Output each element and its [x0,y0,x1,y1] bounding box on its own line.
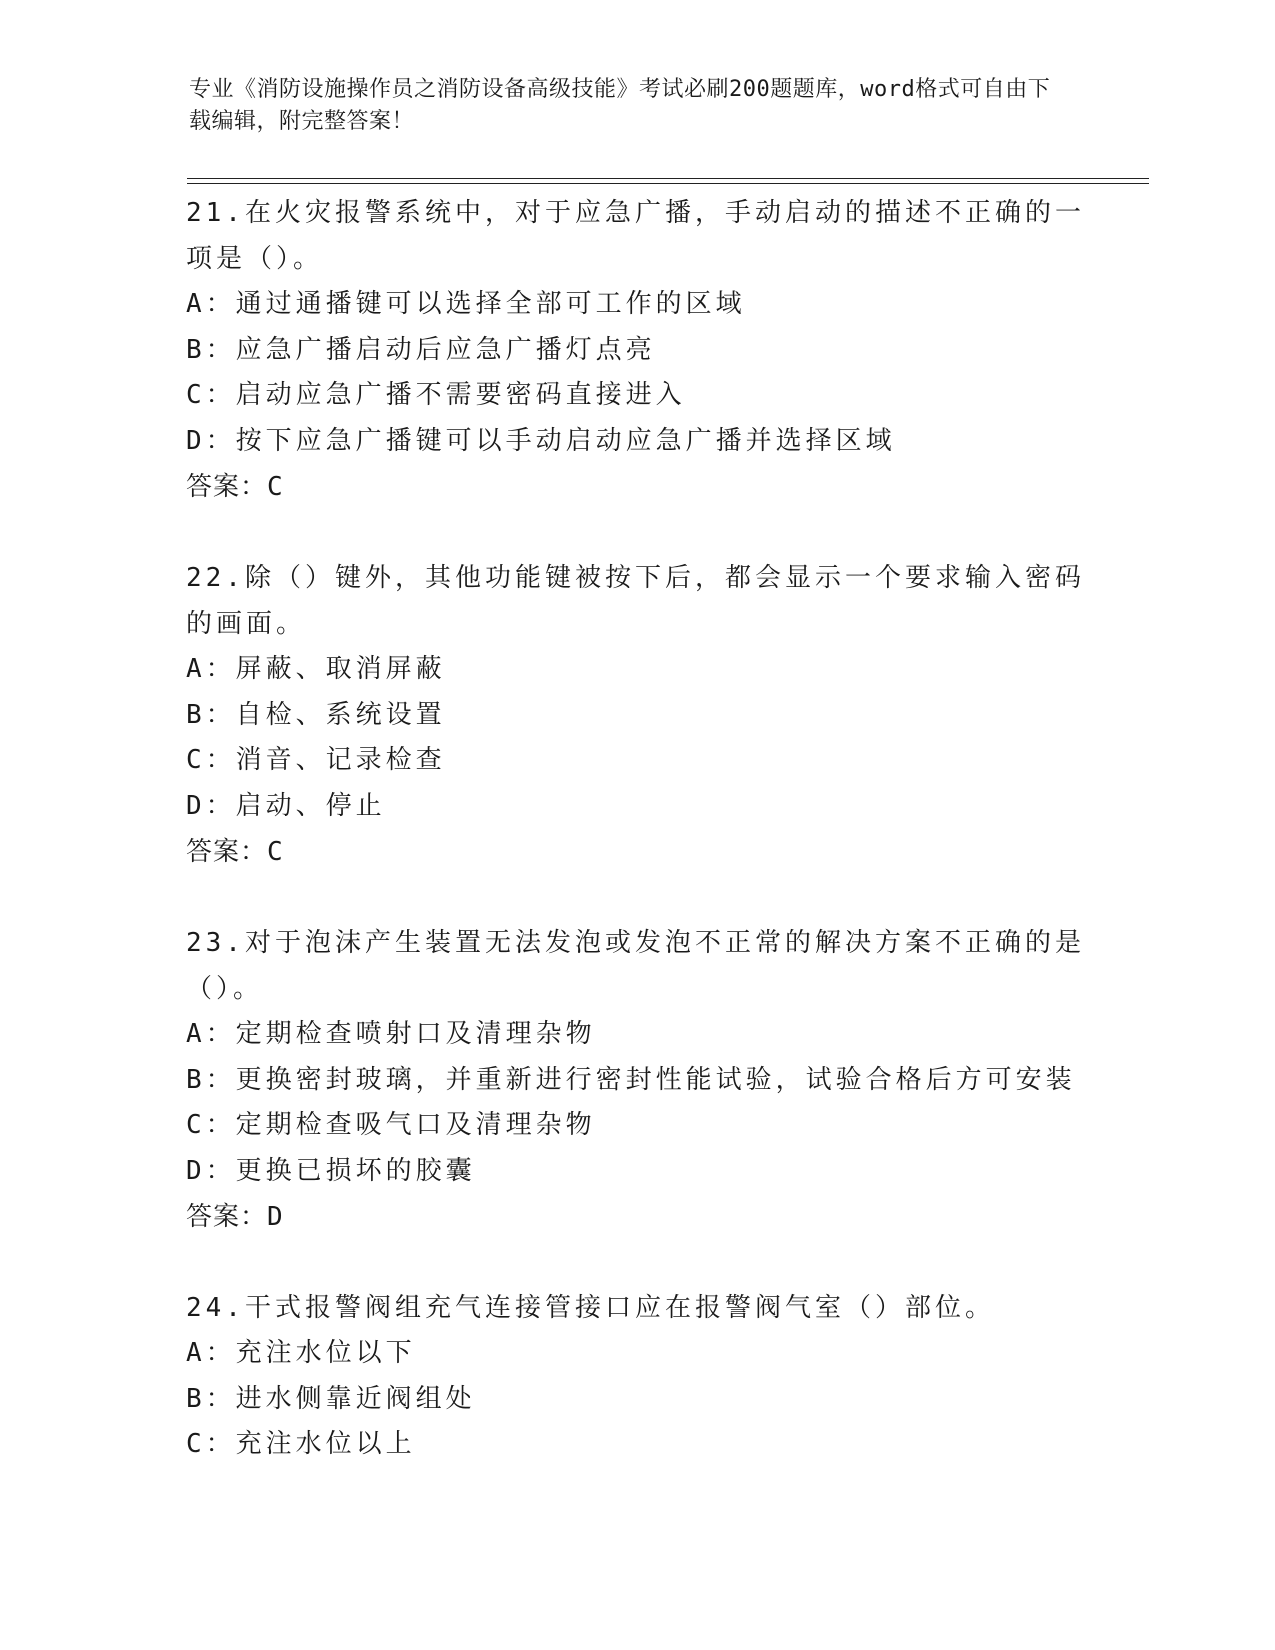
question-23 [186,920,1086,1240]
question-stem: 21.在火灾报警系统中，对于应急广播，手动启动的描述不正确的一项是（）。 [186,198,1085,274]
option-d: D：启动、停止 [186,790,386,821]
question-gap [186,1240,1086,1285]
answer-label: 答案： [186,837,268,867]
answer-line [186,1194,1086,1240]
option-b: B：应急广播启动后应急广播灯点亮 [186,334,656,365]
option-d: D：按下应急广播键可以手动启动应急广播并选择区域 [186,425,896,456]
question-gap [186,510,1086,555]
option-c: C：消音、记录检查 [186,745,446,775]
question-list [186,190,1086,1468]
answer-value: C [267,837,284,867]
answer-label: 答案： [186,472,268,502]
option-b: B：进水侧靠近阀组处 [186,1383,476,1414]
option-c: C：启动应急广播不需要密码直接进入 [186,380,686,410]
option-a: A：定期检查喷射口及清理杂物 [186,1019,596,1049]
question-stem: 24.干式报警阀组充气连接管接口应在报警阀气室（）部位。 [186,1293,995,1323]
option-b: B：更换密封玻璃，并重新进行密封性能试验，试验合格后方可安装 [186,1064,1076,1095]
question-21 [186,190,1086,510]
question-gap [186,875,1086,920]
answer-value: D [267,1202,284,1232]
answer-line [186,464,1086,510]
question-stem: 22.除（）键外，其他功能键被按下后，都会显示一个要求输入密码的画面。 [186,563,1085,639]
header-rule-bottom [187,183,1149,184]
answer-line [186,829,1086,875]
option-c: C：充注水位以上 [186,1429,416,1459]
option-a: A：充注水位以下 [186,1338,416,1368]
option-d: D：更换已损坏的胶囊 [186,1155,476,1186]
option-c: C：定期检查吸气口及清理杂物 [186,1110,596,1140]
question-stem: 23.对于泡沫产生装置无法发泡或发泡不正常的解决方案不正确的是（）。 [186,928,1085,1004]
option-a: A：屏蔽、取消屏蔽 [186,654,446,684]
option-a: A：通过通播键可以选择全部可工作的区域 [186,289,746,319]
question-24 [186,1285,1086,1468]
header-rule-top [187,178,1149,179]
answer-label: 答案： [186,1202,268,1232]
answer-value: C [267,472,284,502]
document-header: 专业《消防设施操作员之消防设备高级技能》考试必刷200题题库，word格式可自由下载编辑，附完整答案！ [189,77,1051,134]
question-22 [186,555,1086,875]
option-b: B：自检、系统设置 [186,699,446,730]
